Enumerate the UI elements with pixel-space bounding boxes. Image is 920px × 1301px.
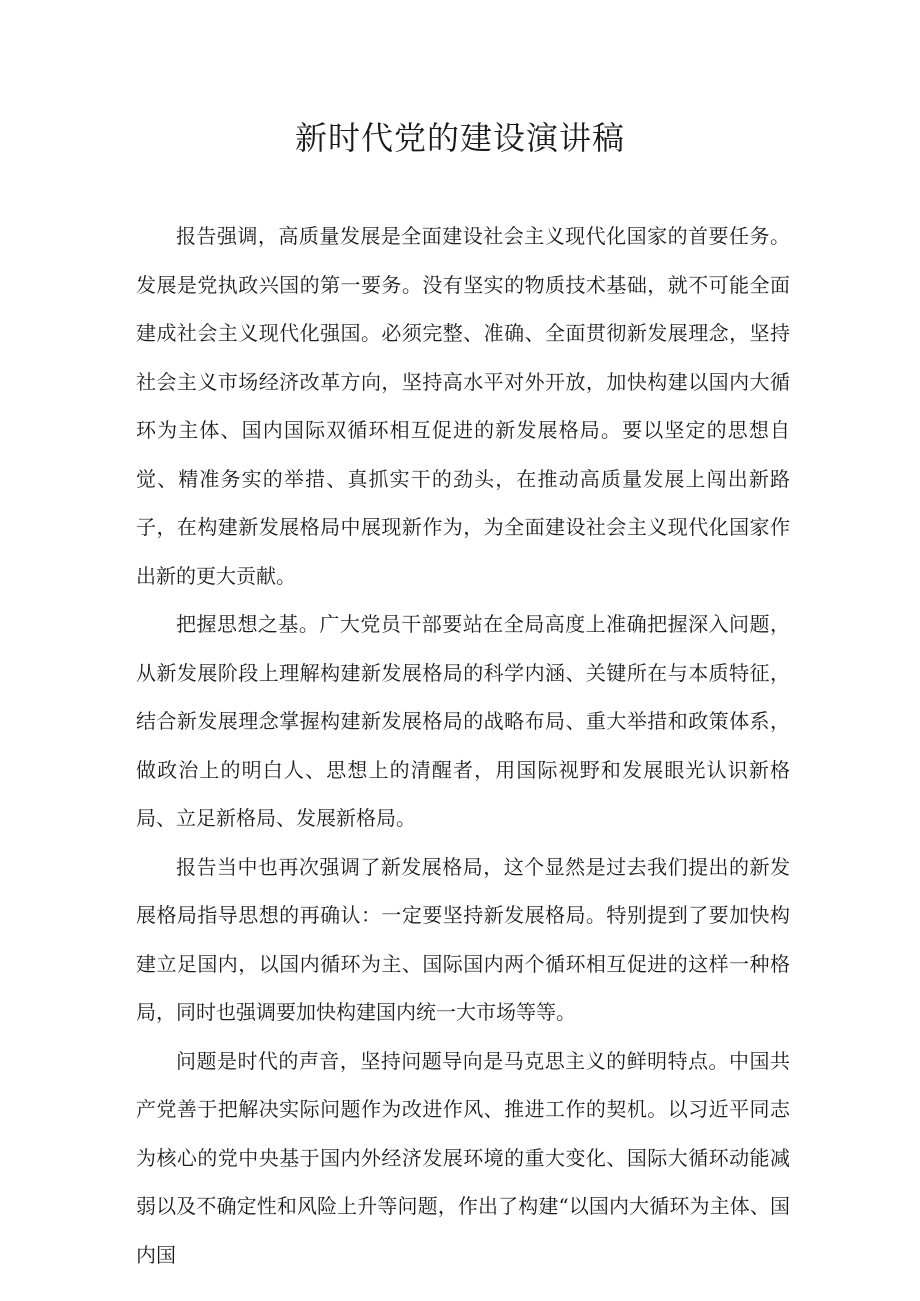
paragraph-4: 问题是时代的声音，坚持问题导向是马克思主义的鲜明特点。中国共产党善于把解决实际问题作为改进作风、推进工作的契机。以习近平同志为核心的党中央基于国内外经济发展环境的重大变化、国际大循环动能减弱以及不确定性和风险上升等问题，作出了构建“以国内大循环为主体、国内国 <box>136 1048 790 1267</box>
paragraph-1: 报告强调，高质量发展是全面建设社会主义现代化国家的首要任务。发展是党执政兴国的第一要务。没有坚实的物质技术基础，就不可能全面建成社会主义现代化强国。必须完整、准确、全面贯彻新发展理念，坚持社会主义市场经济改革方向，坚持高水平对外开放，加快构建以国内大循环为主体、国内国际双循环相互促进的新发展格局。要以坚定的思想自觉、精准务实的举措、真抓实干的劲头，在推动高质量发展上闯出新路子，在构建新发展格局中展现新作为，为全面建设社会主义现代化国家作出新的更大贡献。 <box>136 224 790 588</box>
document-title: 新时代党的建设演讲稿 <box>294 119 625 157</box>
document-body <box>136 212 790 1279</box>
paragraph-2: 把握思想之基。广大党员干部要站在全局高度上准确把握深入问题，从新发展阶段上理解构建新发展格局的科学内涵、关键所在与本质特征，结合新发展理念掌握构建新发展格局的战略布局、重大举措和政策体系，做政治上的明白人、思想上的清醒者，用国际视野和发展眼光认识新格局、立足新格局、发展新格局。 <box>136 612 790 830</box>
paragraph-3: 报告当中也再次强调了新发展格局，这个显然是过去我们提出的新发展格局指导思想的再确认：一定要坚持新发展格局。特别提到了要加快构建立足国内，以国内循环为主、国际国内两个循环相互促进的这样一种格局，同时也强调要加快构建国内统一大市场等等。 <box>136 854 790 1024</box>
